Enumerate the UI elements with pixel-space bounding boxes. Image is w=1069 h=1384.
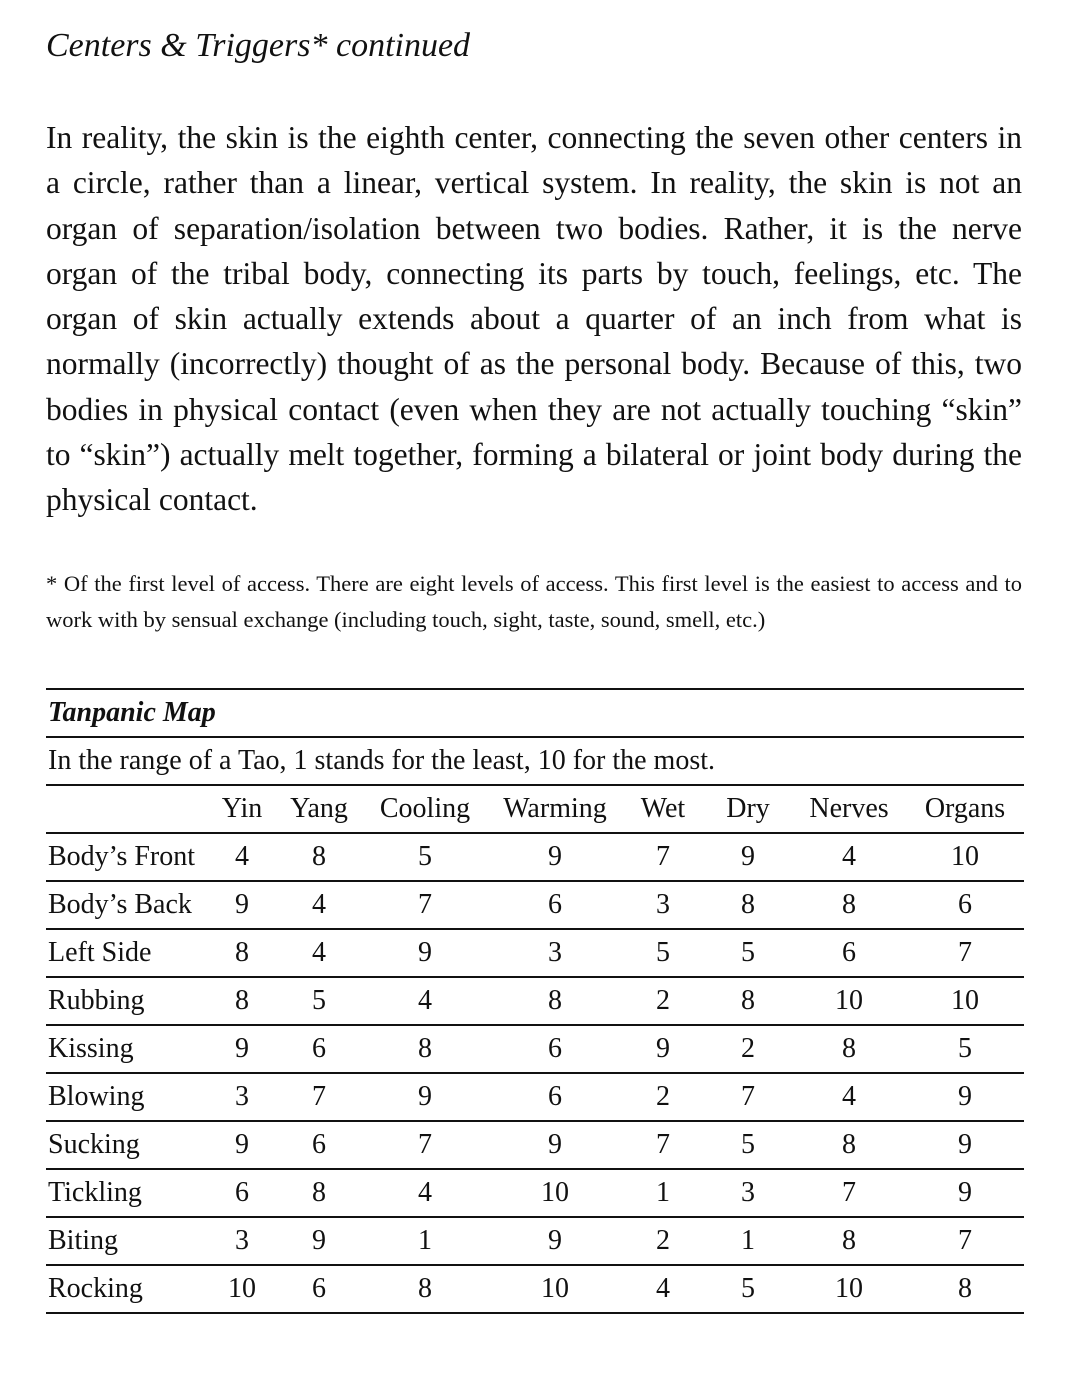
column-header: Warming: [488, 785, 622, 833]
table-cell: 3: [622, 881, 704, 929]
table-cell: 9: [906, 1073, 1024, 1121]
table-cell: 3: [208, 1073, 276, 1121]
footnote: * Of the first level of access. There are eight levels of access. This first level is the easiest to access and to work with by sensual exchange (including touch, sight, taste, sound, smell, etc.): [46, 571, 1022, 632]
table-cell: 7: [792, 1169, 906, 1217]
table-cell: 6: [488, 881, 622, 929]
row-label: Left Side: [46, 929, 208, 977]
table-cell: 8: [276, 833, 362, 881]
table-cell: 9: [208, 881, 276, 929]
table-cell: 9: [906, 1169, 1024, 1217]
row-label: Kissing: [46, 1025, 208, 1073]
table-cell: 7: [622, 1121, 704, 1169]
column-header: Organs: [906, 785, 1024, 833]
table-row: [46, 1073, 1024, 1121]
table-cell: 6: [488, 1025, 622, 1073]
table-cell: 8: [792, 1121, 906, 1169]
data-table: [46, 688, 1024, 1314]
header-empty-cell: [46, 785, 208, 833]
table-cell: 4: [276, 881, 362, 929]
table-cell: 8: [276, 1169, 362, 1217]
table-cell: 4: [622, 1265, 704, 1313]
table-cell: 9: [622, 1025, 704, 1073]
table-cell: 9: [276, 1217, 362, 1265]
table-cell: 3: [208, 1217, 276, 1265]
column-header: Yang: [276, 785, 362, 833]
table-cell: 1: [622, 1169, 704, 1217]
table-cell: 4: [792, 1073, 906, 1121]
table-cell: 8: [704, 977, 792, 1025]
table-cell: 3: [488, 929, 622, 977]
table-cell: 4: [362, 1169, 488, 1217]
table-cell: 9: [208, 1025, 276, 1073]
table-cell: 9: [906, 1121, 1024, 1169]
row-label: Rubbing: [46, 977, 208, 1025]
table-cell: 7: [906, 929, 1024, 977]
table-row: [46, 833, 1024, 881]
table-cell: 9: [488, 833, 622, 881]
row-label: Body’s Front: [46, 833, 208, 881]
table-row: [46, 929, 1024, 977]
column-header: Yin: [208, 785, 276, 833]
table-cell: 2: [704, 1025, 792, 1073]
table-cell: 5: [276, 977, 362, 1025]
table-cell: 8: [208, 977, 276, 1025]
table-cell: 7: [362, 1121, 488, 1169]
table-header-row: [46, 785, 1024, 833]
table-cell: 4: [208, 833, 276, 881]
table-cell: 7: [276, 1073, 362, 1121]
row-label: Tickling: [46, 1169, 208, 1217]
table-row: [46, 977, 1024, 1025]
table-cell: 5: [704, 1121, 792, 1169]
table-cell: 6: [276, 1025, 362, 1073]
table-cell: 1: [704, 1217, 792, 1265]
body-paragraph: In reality, the skin is the eighth center, connecting the seven other centers in a circle, rather than a linear, vertical system. In reality, the skin is not an organ of separation/isolation between two bodies. Rather, it is the nerve organ of the tribal body, connecting its parts by touch, feelings, etc. The organ of skin actually extends about a quarter of an inch from what is normally (incorrectly) thought of as the personal body. Because of this, two bodies in physical contact (even when they are not actually touching “skin” to “skin”) actually melt together, forming a bilateral or joint body during the physical contact.: [46, 120, 1022, 518]
table-cell: 6: [792, 929, 906, 977]
row-label: Blowing: [46, 1073, 208, 1121]
table-cell: 5: [362, 833, 488, 881]
table-cell: 10: [906, 833, 1024, 881]
table-row: [46, 1265, 1024, 1313]
table-title-row: [46, 689, 1024, 737]
table-cell: 10: [792, 1265, 906, 1313]
table-cell: 5: [704, 929, 792, 977]
table-cell: 9: [488, 1217, 622, 1265]
column-header: Wet: [622, 785, 704, 833]
running-head: Centers & Triggers* continued: [46, 27, 471, 64]
table-cell: 10: [792, 977, 906, 1025]
table-cell: 7: [362, 881, 488, 929]
table-cell: 7: [704, 1073, 792, 1121]
table-row: [46, 1121, 1024, 1169]
table-cell: 5: [704, 1265, 792, 1313]
column-header: Nerves: [792, 785, 906, 833]
table-cell: 2: [622, 1217, 704, 1265]
table-cell: 4: [276, 929, 362, 977]
table-cell: 8: [792, 881, 906, 929]
table-cell: 2: [622, 977, 704, 1025]
table-row: [46, 881, 1024, 929]
tanpanic-map-table: [46, 688, 1024, 1314]
table-cell: 6: [276, 1265, 362, 1313]
row-label: Sucking: [46, 1121, 208, 1169]
table-cell: 8: [906, 1265, 1024, 1313]
table-row: [46, 1025, 1024, 1073]
table-cell: 9: [488, 1121, 622, 1169]
table-cell: 9: [362, 1073, 488, 1121]
table-cell: 3: [704, 1169, 792, 1217]
table-cell: 8: [362, 1025, 488, 1073]
table-caption: In the range of a Tao, 1 stands for the least, 10 for the most.: [46, 737, 1024, 785]
table-cell: 8: [208, 929, 276, 977]
table-cell: 6: [276, 1121, 362, 1169]
table-cell: 8: [704, 881, 792, 929]
table-cell: 7: [622, 833, 704, 881]
table-cell: 2: [622, 1073, 704, 1121]
table-cell: 1: [362, 1217, 488, 1265]
table-cell: 10: [208, 1265, 276, 1313]
table-cell: 4: [362, 977, 488, 1025]
table-cell: 6: [906, 881, 1024, 929]
column-header: Dry: [704, 785, 792, 833]
row-label: Body’s Back: [46, 881, 208, 929]
table-row: [46, 1169, 1024, 1217]
table-cell: 10: [488, 1169, 622, 1217]
column-header: Cooling: [362, 785, 488, 833]
table-cell: 9: [362, 929, 488, 977]
row-label: Rocking: [46, 1265, 208, 1313]
table-cell: 7: [906, 1217, 1024, 1265]
table-cell: 9: [208, 1121, 276, 1169]
table-row: [46, 1217, 1024, 1265]
table-cell: 8: [488, 977, 622, 1025]
table-cell: 6: [208, 1169, 276, 1217]
table-cell: 8: [362, 1265, 488, 1313]
table-cell: 4: [792, 833, 906, 881]
table-cell: 8: [792, 1025, 906, 1073]
table-cell: 5: [622, 929, 704, 977]
table-cell: 10: [488, 1265, 622, 1313]
table-cell: 10: [906, 977, 1024, 1025]
table-cell: 6: [488, 1073, 622, 1121]
table-cell: 9: [704, 833, 792, 881]
table-caption-row: [46, 737, 1024, 785]
table-cell: 5: [906, 1025, 1024, 1073]
table-cell: 8: [792, 1217, 906, 1265]
row-label: Biting: [46, 1217, 208, 1265]
table-title: Tanpanic Map: [46, 689, 1024, 737]
